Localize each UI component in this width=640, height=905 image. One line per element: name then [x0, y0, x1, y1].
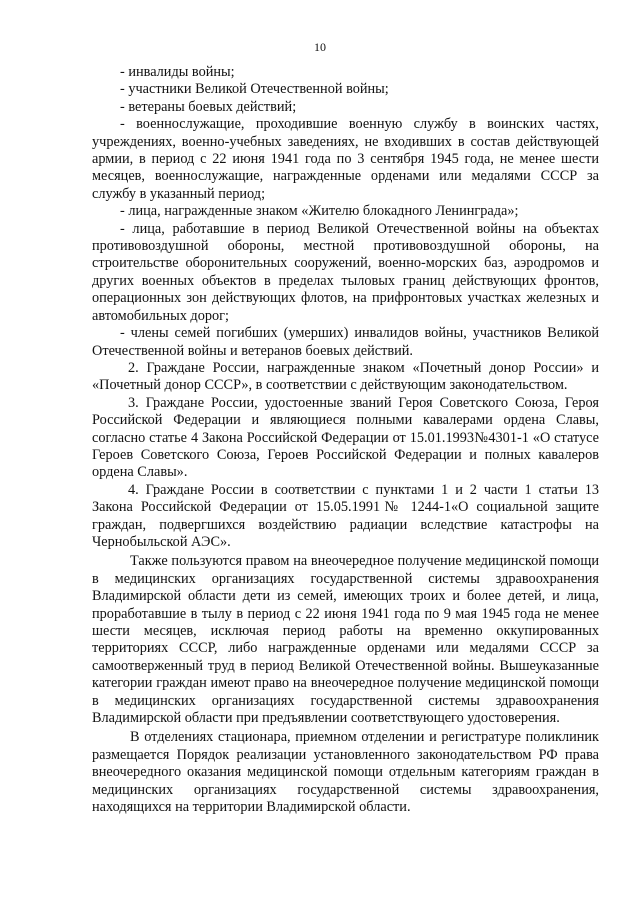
page-number: 10 — [314, 40, 326, 54]
numbered-item-2: 2. Граждане России, награжденные знаком «Почетный донор России» и «Почетный донор СССР», в соответствии с действующим законодательством. — [92, 359, 599, 394]
list-item: - члены семей погибших (умерших) инвалидов войны, участников Великой Отечественной войны и ветеранов боевых действий. — [92, 325, 599, 359]
list-item: - военнослужащие, проходившие военную службу в воинских частях, учреждениях, военно-учебных заведениях, не входивших в состав действующей армии, в период с 22 июня 1941 года по 3 сентября 1945 года, не менее шести месяцев, военнослужащие, награжденные орденами или медалями СССР за службу в указанный период; — [92, 116, 599, 202]
list-item: - участники Великой Отечественной войны; — [120, 81, 389, 98]
numbered-item-4: 4. Граждане России в соответствии с пунктами 1 и 2 части 1 статьи 13 Закона Российской Федерации от 15.05.1991№ 1244-1«О социальной защите граждан, подвергшихся воздействию радиации вследствие катастрофы на Чернобыльской АЭС». — [92, 481, 599, 550]
numbered-item-3: 3. Граждане России, удостоенные званий Героя Советского Союза, Героя Российской Федерации и являющиеся полными кавалерами ордена Славы, согласно статье 4 Закона Российской Федерации от 15.01.1993№4301-1 «О статусе Героев Советского Союза, Героев Российской Федерации и полных кавалеров ордена Славы». — [92, 394, 599, 481]
list-item: - ветераны боевых действий; — [120, 98, 297, 115]
list-item: - инвалиды войны; — [120, 64, 235, 80]
list-item: - лица, награжденные знаком «Жителю блокадного Ленинграда»; — [120, 203, 519, 220]
list-item: - лица, работавшие в период Великой Отечественной войны на объектах противовоздушной обороны, местной противовоздушной обороны, на строительстве оборонительных сооружений, военно-морских баз, аэродромов и других военных объектов в пределах тыловых границ действующих фронтов, операционных зон действующих флотов, на прифронтовых участках железных и автомобильных дорог; — [92, 220, 599, 324]
paragraph: Также пользуются правом на внеочередное получение медицинской помощи в медицинских организациях государственной системы здравоохранения Владимирской области дети из семей, имеющих троих и более детей, и лица, проработавшие в тылу в период с 22 июня 1941 года по 9 мая 1945 года не менее шести месяцев, исключая период работы на временно оккупированных территориях СССР, либо награжденные орденами или медалями СССР за самоотверженный труд в период Великой Отечественной войны. Вышеуказанные категории граждан имеют право на внеочередное получение медицинской помощи в медицинских организациях государственной системы здравоохранения Владимирской области при предъявлении соответствующего удостоверения. — [92, 553, 599, 727]
paragraph: В отделениях стационара, приемном отделении и регистратуре поликлиник размещается Порядок реализации установленного законодательством РФ права внеочередного оказания медицинской помощи отдельным категориям граждан в медицинских организациях государственной системы здравоохранения, находящихся на территории Владимирской области. — [92, 729, 599, 816]
document-body — [92, 64, 599, 816]
